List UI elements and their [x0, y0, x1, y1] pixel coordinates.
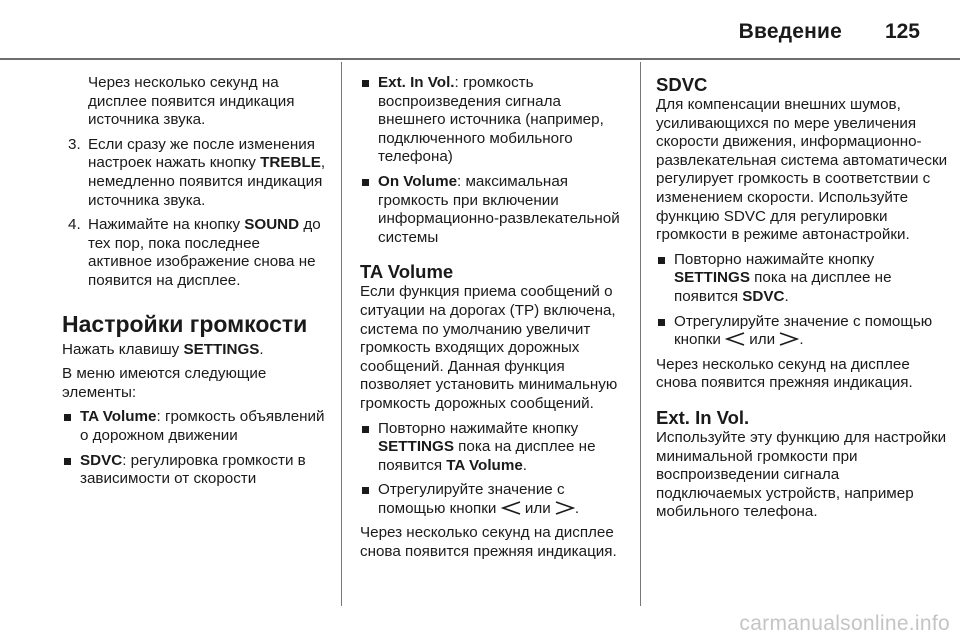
text: . [522, 456, 528, 474]
right-arrow-icon [555, 501, 575, 515]
page-number: 125 [884, 20, 920, 43]
text: Отрегулируйте значение с помощью кнопки [378, 481, 565, 517]
text: Отрегулируйте значение с помощью кнопки [674, 312, 933, 349]
bullet-item [360, 173, 628, 247]
bullet-item [656, 313, 948, 350]
bullet-item [360, 420, 628, 476]
section-title: Введение [738, 20, 842, 43]
text: или [520, 499, 555, 517]
bullet-item [656, 251, 948, 307]
text: . [259, 340, 264, 358]
paragraph: Если функция приема сообщений о ситуации на дорогах (TP) включена, система по умолчанию увеличит громкость входящих дорожных сообщений. Данная функция позволяет установить минимальную громкость дорожных сообщений. [360, 283, 618, 412]
column-separator-1 [341, 62, 342, 606]
subsection-heading: Ext. In Vol. [656, 406, 750, 428]
paragraph [62, 341, 328, 360]
paragraph: В меню имеются следующие элементы: [62, 365, 267, 401]
subsection-heading: SDVC [656, 74, 708, 95]
bullet-item [62, 452, 328, 489]
step-3 [62, 136, 328, 210]
text: пока на дисплее не появится [674, 269, 892, 305]
text: Повторно нажимайте кнопку [674, 250, 875, 268]
column-separator-2 [640, 62, 641, 606]
bullet-item [62, 408, 328, 445]
paragraph: Через несколько секунд на дисплее снова появится прежняя индикация. [656, 355, 913, 392]
right-arrow-icon [779, 332, 799, 346]
column-1 [62, 74, 328, 495]
text: . [784, 287, 789, 305]
text: : громкость объявлений о дорожном движении [80, 408, 325, 444]
bullet-item [360, 481, 628, 518]
display-name: SDVC [742, 287, 785, 305]
key-name: SETTINGS [378, 438, 454, 456]
bullet-item [360, 74, 628, 167]
menu-item-name: TA Volume [80, 408, 157, 426]
left-arrow-icon [501, 501, 521, 515]
text: пока на дисплее не появится [378, 438, 596, 474]
paragraph: Для компенсации внешних шумов, усиливающихся по мере увеличения скорости движения, информационно-развлекательная система автоматически регулирует громкость в соответствии с изменением скорости. Используйте функцию SDVC для регулировки громкости в режиме автонастройки. [656, 96, 948, 244]
menu-item-name: Ext. In Vol. [378, 74, 455, 91]
step-number: 3. [68, 135, 81, 153]
text: : максимальная громкость при включении информационно-развлекательной системы [378, 172, 620, 246]
menu-item-name: SDVC [80, 451, 123, 469]
step-text: Если сразу же после изменения настроек нажать кнопку [88, 135, 315, 172]
column-3 [656, 74, 948, 528]
step-4 [62, 216, 328, 290]
step-2-continuation: Через несколько секунд на дисплее появится индикация источника звука. [88, 74, 295, 129]
left-arrow-icon [725, 332, 745, 346]
menu-item-name: On Volume [378, 172, 458, 190]
key-name: TREBLE [260, 154, 321, 172]
text: Повторно нажимайте кнопку [378, 419, 579, 437]
text: или [745, 331, 780, 349]
text: : регулировка громкости в зависимости от скорости [80, 451, 306, 488]
step-text: до тех пор, пока последнее активное изображение снова не появится на дисплее. [88, 216, 321, 289]
header-rule [0, 58, 960, 60]
text: . [799, 331, 804, 349]
section-heading: Настройки громкости [62, 310, 308, 337]
key-name: SOUND [244, 216, 300, 234]
key-name: SETTINGS [183, 340, 260, 358]
step-text: Нажимайте на кнопку [88, 216, 245, 234]
paragraph: Используйте эту функцию для настройки минимальной громкости при воспроизведении сигнала подключаемых устройств, например мобильного телефона. [656, 428, 947, 521]
page-header [0, 0, 960, 60]
key-name: SETTINGS [674, 269, 750, 287]
step-number: 4. [68, 216, 81, 234]
subsection-heading: TA Volume [360, 261, 454, 283]
watermark: carmanualsonline.info [739, 612, 950, 635]
text: : громкость воспроизведения сигнала внешнего источника (например, подключенного мобильного телефона) [378, 74, 604, 166]
display-name: TA Volume [446, 456, 523, 474]
text: Нажать клавишу [62, 340, 184, 358]
column-2 [360, 74, 628, 568]
text: . [574, 499, 580, 517]
step-text: , немедленно появится индикация источника звука. [88, 154, 326, 209]
paragraph: Через несколько секунд на дисплее снова появится прежняя индикация. [360, 524, 617, 561]
